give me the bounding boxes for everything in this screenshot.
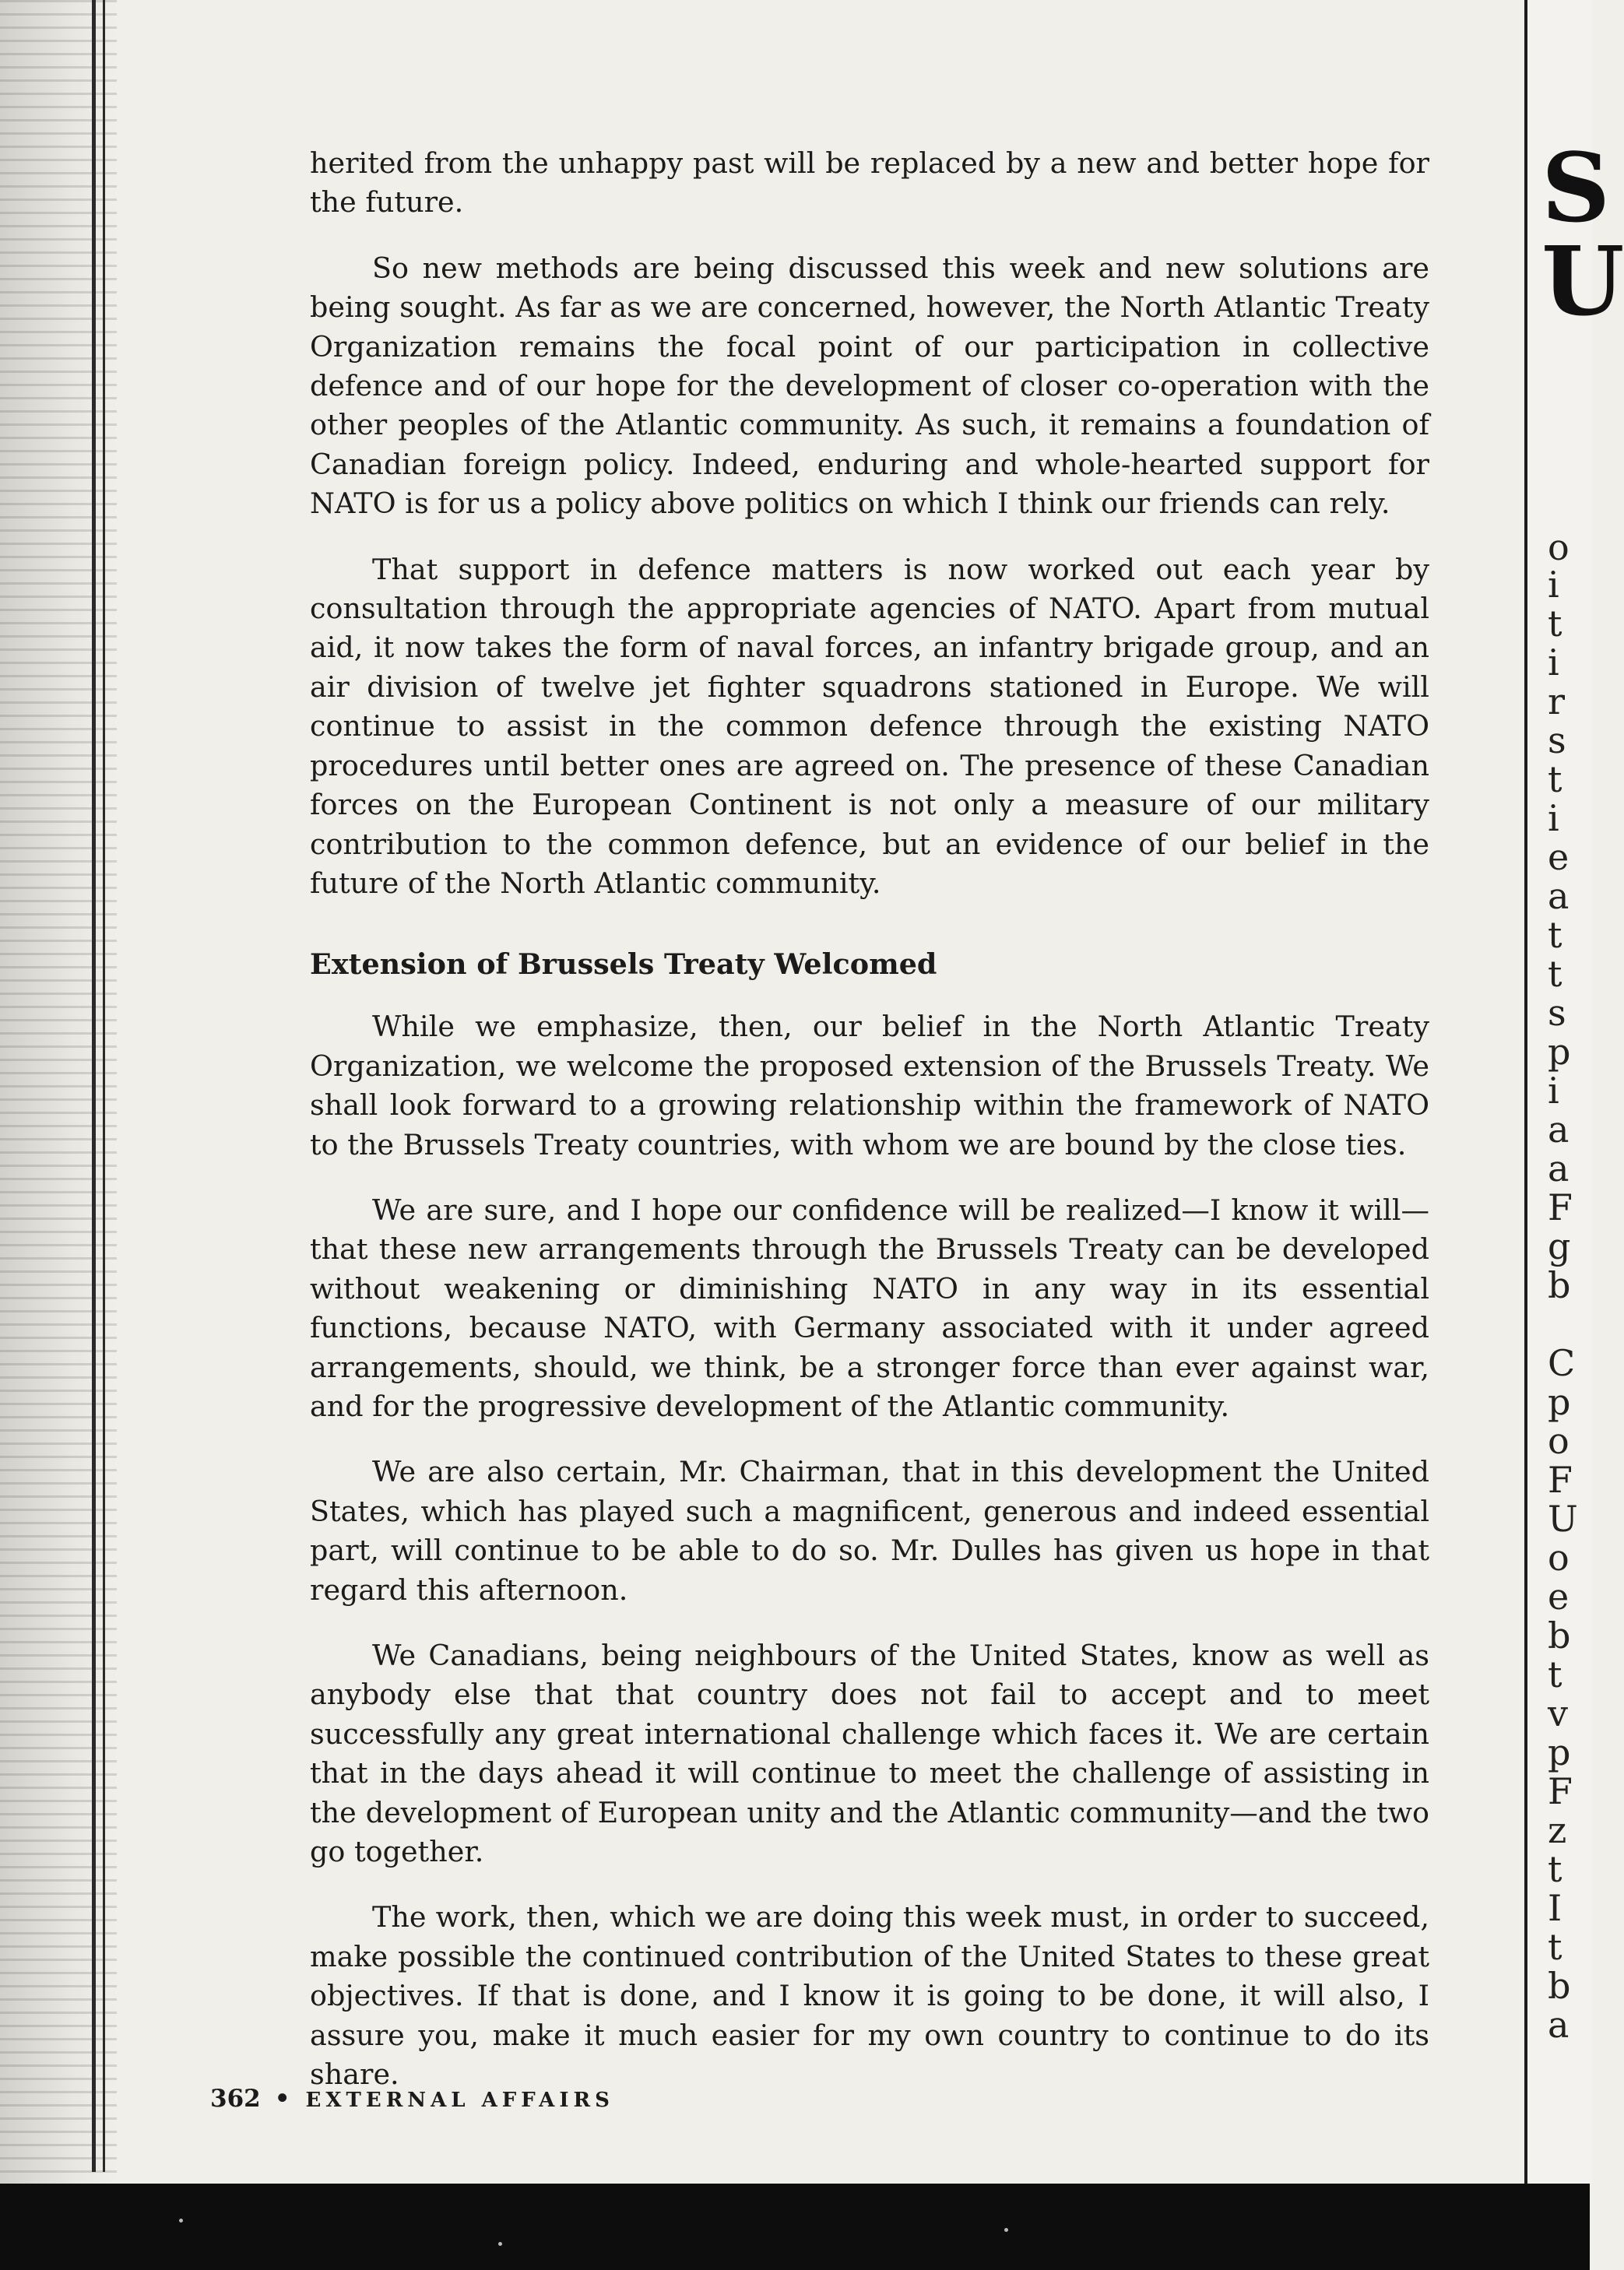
facing-page-letter: o	[1548, 526, 1570, 568]
facing-page-letter: I	[1548, 1887, 1562, 1929]
paragraph: herited from the unhappy past will be replaced by a new and better hope for the future.	[310, 146, 1429, 220]
book-binding-gutter	[0, 0, 117, 2184]
paragraph: We Canadians, being neighbours of the United States, know as well as anybody else that that country does not fail to accept and to meet successfully any great international challenge which faces it. We are certain that in the days ahead it will continue to meet the challenge of assisting in the development of European unity and the Atlantic community—and the two go together.	[310, 1639, 1429, 1869]
facing-page-letter: t	[1548, 1848, 1562, 1890]
page-footer	[210, 2085, 614, 2113]
journal-title: EXTERNAL AFFAIRS	[305, 2089, 614, 2112]
facing-page-letter: t	[1548, 1653, 1562, 1695]
scan-speck	[1004, 2228, 1008, 2232]
paragraph: While we emphasize, then, our belief in the North Atlantic Treaty Organization, we welcome the proposed extension of the Brussels Treaty. We shall look forward to a growing relationship within the framework of NATO to the Brussels Treaty countries, with whom we are bound by the close ties.	[310, 1010, 1429, 1161]
facing-page-letter: i	[1548, 564, 1559, 606]
paragraph: That support in defence matters is now worked out each year by consultation through the appropriate agencies of NATO. Apart from mutual aid, it now takes the form of naval forces, an infantry brigade group, and an air division of twelve jet fighter squadrons stationed in Europe. We will continue to assist in the common defence through the existing NATO procedures until better ones are agreed on. The presence of these Canadian forces on the European Continent is not only a measure of our military contribution to the common defence, but an evidence of our belief in the future of the North Atlantic community.	[310, 552, 1429, 900]
facing-page-letter: r	[1548, 680, 1565, 722]
facing-page-letter: z	[1548, 1809, 1567, 1851]
section-heading: Extension of Brussels Treaty Welcomed	[310, 947, 937, 982]
facing-page-letter: o	[1548, 1537, 1570, 1579]
facing-page-letter: i	[1548, 1070, 1559, 1112]
facing-page-letter: g	[1548, 1225, 1571, 1267]
gutter-rule-thin	[103, 0, 105, 2172]
paragraph: We are sure, and I hope our confidence will be realized—I know it will—that these new arrangements through the Brussels Treaty can be developed without weakening or diminishing NATO in any way in its essential functions, because NATO, with Germany associated with it under agreed arrangements, should, we think, be a stronger force than ever against war, and for the progressive development of the Atlantic community.	[310, 1193, 1429, 1423]
scan-bottom-edge	[0, 2184, 1590, 2270]
facing-page-letter: t	[1548, 914, 1562, 956]
facing-page-letter: t	[1548, 953, 1562, 995]
gutter-rule	[92, 0, 96, 2172]
facing-page-letter: b	[1548, 1965, 1571, 2007]
footer-separator: •	[274, 2085, 290, 2113]
scan-speck	[179, 2219, 183, 2223]
paragraph: So new methods are being discussed this week and new solutions are being sought. As far as we are concerned, however, the North Atlantic Treaty Organization remains the focal point of our participation in collective defence and of our hope for the development of closer co-operation with the other peoples of the Atlantic community. As such, it remains a foundation of Canadian foreign policy. Indeed, enduring and whole-hearted support for NATO is for us a policy above politics on which I think our friends can rely.	[310, 251, 1429, 521]
facing-page-letter: e	[1548, 1576, 1570, 1618]
facing-page-letter: s	[1548, 992, 1566, 1034]
facing-page-letter: p	[1548, 1381, 1571, 1423]
paragraph: The work, then, which we are doing this week must, in order to succeed, make possible the continued contribution of the United States to these great objectives. If that is done, and I know it is going to be done, it will also, I assure you, make it much easier for my own country to continue to do its share.	[310, 1900, 1429, 2092]
facing-page-letter: v	[1548, 1692, 1568, 1734]
facing-page-letter: a	[1548, 875, 1570, 917]
facing-page-letter: i	[1548, 797, 1559, 839]
facing-page-letter: a	[1548, 1109, 1570, 1151]
facing-page-letter: o	[1548, 1420, 1570, 1462]
facing-page-letter: a	[1548, 1147, 1570, 1189]
facing-page-letter: t	[1548, 603, 1562, 645]
facing-page-letter: F	[1548, 1186, 1573, 1228]
facing-page-letter: a	[1548, 2004, 1570, 2046]
facing-page-letter: S	[1541, 132, 1611, 244]
article-body	[310, 144, 1429, 2121]
facing-page-edge	[1524, 0, 1624, 2184]
facing-page-letter: b	[1548, 1264, 1571, 1306]
paragraph: We are also certain, Mr. Chairman, that in this development the United States, which has played such a magnificent, generous and indeed essential part, will continue to be able to do so. Mr. Dulles has given us hope in that regard this afternoon.	[310, 1455, 1429, 1607]
facing-page-letter: s	[1548, 719, 1566, 761]
facing-page-letter: C	[1548, 1342, 1576, 1384]
facing-page-letter: F	[1548, 1770, 1573, 1812]
facing-page-letter: i	[1548, 641, 1559, 683]
scan-speck	[498, 2242, 502, 2246]
facing-page-letter: p	[1548, 1031, 1571, 1073]
facing-page-letter: p	[1548, 1731, 1571, 1773]
facing-page-letter: F	[1548, 1459, 1573, 1501]
facing-page-letter: U	[1541, 225, 1624, 337]
facing-page-letter: U	[1548, 1498, 1578, 1540]
page-number: 362	[210, 2085, 261, 2113]
facing-page-letter: t	[1548, 1926, 1562, 1968]
facing-page-letter: e	[1548, 836, 1570, 878]
facing-page-letter: t	[1548, 758, 1562, 800]
facing-page-letter: b	[1548, 1615, 1571, 1657]
